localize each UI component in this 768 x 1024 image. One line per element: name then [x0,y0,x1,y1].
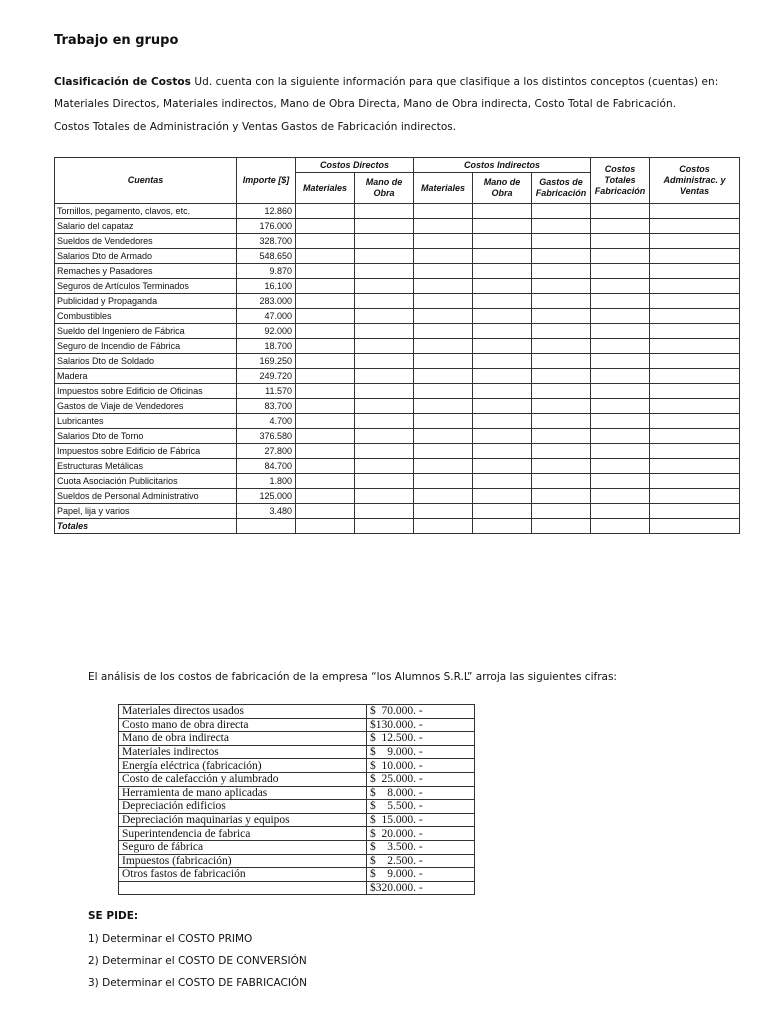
importe-cell: 376.580 [237,429,296,444]
classification-input-cell[interactable] [532,399,591,414]
header-gastos-fabricacion: Gastos de Fabricación [532,173,591,204]
cuenta-cell: Papel, lija y varios [55,504,237,519]
cost-amount: $ 2.500. - [367,854,475,868]
classification-input-cell[interactable] [591,504,650,519]
header-materiales-directos: Materiales [296,173,355,204]
classification-input-cell[interactable] [591,414,650,429]
importe-cell: 83.700 [237,399,296,414]
classification-input-cell[interactable] [591,354,650,369]
classification-input-cell[interactable] [650,399,740,414]
classification-input-cell[interactable] [532,234,591,249]
classification-input-cell[interactable] [591,339,650,354]
cost-row [119,705,475,719]
intro-line-3: Costos Totales de Administración y Ventas Gastos de Fabricación indirectos. [54,121,457,133]
table-row [55,384,740,399]
classification-input-cell[interactable] [591,384,650,399]
classification-input-cell[interactable] [650,219,740,234]
classification-input-cell[interactable] [296,384,355,399]
classification-input-cell[interactable] [650,369,740,384]
classification-input-cell[interactable] [296,414,355,429]
classification-input-cell[interactable] [414,504,473,519]
cuenta-cell: Salarios Dto de Torno [55,429,237,444]
cost-row [119,718,475,732]
classification-input-cell[interactable] [414,324,473,339]
classification-input-cell[interactable] [414,489,473,504]
header-mano-obra-indirecta: Mano de Obra [473,173,532,204]
classification-input-cell[interactable] [650,264,740,279]
cost-amount: $ 9.000. - [367,745,475,759]
classification-input-cell[interactable] [414,474,473,489]
cost-amount: $ 70.000. - [367,705,475,719]
header-importe: Importe [$] [237,158,296,204]
classification-input-cell[interactable] [414,459,473,474]
cuenta-cell: Sueldos de Vendedores [55,234,237,249]
cuenta-cell: Tornillos, pegamento, clavos, etc. [55,204,237,219]
cost-amount: $ 15.000. - [367,813,475,827]
importe-cell: 11.570 [237,384,296,399]
cost-row [119,759,475,773]
classification-input-cell[interactable] [473,399,532,414]
cost-figures-table [118,704,475,895]
cuenta-cell: Estructuras Metálicas [55,459,237,474]
classification-input-cell[interactable] [591,429,650,444]
importe-cell: 9.870 [237,264,296,279]
classification-input-cell[interactable] [650,309,740,324]
totals-label: Totales [55,519,237,534]
header-cuentas: Cuentas [55,158,237,204]
classification-input-cell[interactable] [355,264,414,279]
table-row [55,219,740,234]
classification-input-cell[interactable] [414,234,473,249]
cost-concept: Otros fastos de fabricación [119,868,367,882]
totals-cell[interactable] [237,519,296,534]
cuenta-cell: Gastos de Viaje de Vendedores [55,399,237,414]
classification-input-cell[interactable] [591,204,650,219]
cost-row [119,840,475,854]
cost-amount: $ 5.500. - [367,800,475,814]
classification-input-cell[interactable] [591,279,650,294]
table-row [55,414,740,429]
classification-input-cell[interactable] [473,324,532,339]
classification-input-cell[interactable] [532,279,591,294]
table-row [55,474,740,489]
classification-input-cell[interactable] [591,324,650,339]
classification-input-cell[interactable] [650,384,740,399]
cuenta-cell: Salarios Dto de Soldado [55,354,237,369]
classification-input-cell[interactable] [532,474,591,489]
importe-cell: 1.800 [237,474,296,489]
totals-cell[interactable] [296,519,355,534]
classification-input-cell[interactable] [650,339,740,354]
classification-input-cell[interactable] [296,204,355,219]
intro-line-1 [54,76,718,88]
cost-row [119,854,475,868]
classification-input-cell[interactable] [650,279,740,294]
cost-row [119,800,475,814]
cuenta-cell: Salario del capataz [55,219,237,234]
classification-input-cell[interactable] [414,204,473,219]
classification-input-cell[interactable] [532,459,591,474]
importe-cell: 84.700 [237,459,296,474]
classification-input-cell[interactable] [355,444,414,459]
classification-input-cell[interactable] [473,234,532,249]
cost-amount: $320.000. - [367,881,475,895]
intro-heading: Clasificación de Costos [54,76,191,88]
classification-input-cell[interactable] [355,384,414,399]
classification-input-cell[interactable] [591,294,650,309]
cuenta-cell: Seguro de Incendio de Fábrica [55,339,237,354]
classification-input-cell[interactable] [296,489,355,504]
classification-input-cell[interactable] [532,444,591,459]
cost-concept: Costo mano de obra directa [119,718,367,732]
classification-input-cell[interactable] [650,234,740,249]
cuenta-cell: Salarios Dto de Armado [55,249,237,264]
classification-input-cell[interactable] [355,234,414,249]
cuenta-cell: Sueldo del Ingeniero de Fábrica [55,324,237,339]
classification-input-cell[interactable] [591,489,650,504]
classification-input-cell[interactable] [296,444,355,459]
classification-input-cell[interactable] [355,249,414,264]
table-row [55,399,740,414]
classification-input-cell[interactable] [473,504,532,519]
header-mano-obra-directa: Mano de Obra [355,173,414,204]
classification-input-cell[interactable] [532,489,591,504]
task-3: 3) Determinar el COSTO DE FABRICACIÓN [88,977,308,989]
table-row [55,324,740,339]
task-1: 1) Determinar el COSTO PRIMO [88,933,253,945]
classification-input-cell[interactable] [591,459,650,474]
cuenta-cell: Publicidad y Propaganda [55,294,237,309]
cost-amount: $ 25.000. - [367,772,475,786]
classification-input-cell[interactable] [473,204,532,219]
classification-input-cell[interactable] [296,219,355,234]
classification-input-cell[interactable] [650,444,740,459]
classification-input-cell[interactable] [650,504,740,519]
page-title: Trabajo en grupo [54,33,179,48]
classification-input-cell[interactable] [414,384,473,399]
classification-input-cell[interactable] [355,354,414,369]
classification-input-cell[interactable] [532,324,591,339]
cost-amount: $130.000. - [367,718,475,732]
cost-amount: $ 12.500. - [367,732,475,746]
importe-cell: 249.720 [237,369,296,384]
classification-input-cell[interactable] [296,474,355,489]
importe-cell: 3.480 [237,504,296,519]
importe-cell: 92.000 [237,324,296,339]
classification-input-cell[interactable] [591,399,650,414]
cost-amount: $ 9.000. - [367,868,475,882]
classification-input-cell[interactable] [296,354,355,369]
classification-input-cell[interactable] [414,339,473,354]
classification-input-cell[interactable] [650,414,740,429]
classification-input-cell[interactable] [532,264,591,279]
classification-input-cell[interactable] [414,399,473,414]
classification-input-cell[interactable] [532,309,591,324]
header-costos-indirectos: Costos Indirectos [414,158,591,173]
cost-concept: Materiales directos usados [119,705,367,719]
table-row [55,294,740,309]
classification-input-cell[interactable] [355,474,414,489]
importe-cell: 18.700 [237,339,296,354]
classification-input-cell[interactable] [532,249,591,264]
table-row [55,489,740,504]
classification-input-cell[interactable] [296,264,355,279]
task-2: 2) Determinar el COSTO DE CONVERSIÓN [88,955,307,967]
table-row [55,279,740,294]
cost-row [119,813,475,827]
table-row [55,504,740,519]
classification-input-cell[interactable] [532,384,591,399]
classification-input-cell[interactable] [473,414,532,429]
table-row [55,459,740,474]
classification-input-cell[interactable] [296,429,355,444]
classification-input-cell[interactable] [591,444,650,459]
classification-input-cell[interactable] [473,339,532,354]
cost-row [119,772,475,786]
classification-input-cell[interactable] [591,264,650,279]
classification-input-cell[interactable] [532,414,591,429]
classification-input-cell[interactable] [473,294,532,309]
classification-input-cell[interactable] [473,354,532,369]
classification-input-cell[interactable] [414,369,473,384]
header-costos-administracion: Costos Administrac. y Ventas [650,158,740,204]
classification-input-cell[interactable] [296,339,355,354]
classification-input-cell[interactable] [296,399,355,414]
totals-cell[interactable] [355,519,414,534]
classification-input-cell[interactable] [355,219,414,234]
table-row [55,444,740,459]
importe-cell: 176.000 [237,219,296,234]
classification-table-body [55,204,740,534]
classification-input-cell[interactable] [591,474,650,489]
classification-input-cell[interactable] [473,474,532,489]
totals-cell[interactable] [473,519,532,534]
classification-input-cell[interactable] [414,309,473,324]
header-materiales-indirectos: Materiales [414,173,473,204]
cuenta-cell: Seguros de Artículos Terminados [55,279,237,294]
intro-line-2: Materiales Directos, Materiales indirectos, Mano de Obra Directa, Mano de Obra indirecta, Costo Total de Fabricación. [54,98,677,110]
classification-input-cell[interactable] [414,264,473,279]
classification-input-cell[interactable] [355,279,414,294]
importe-cell: 283.000 [237,294,296,309]
totals-row [55,519,740,534]
table-row [55,369,740,384]
classification-input-cell[interactable] [532,369,591,384]
classification-input-cell[interactable] [532,354,591,369]
classification-input-cell[interactable] [296,309,355,324]
classification-input-cell[interactable] [591,249,650,264]
classification-input-cell[interactable] [355,504,414,519]
importe-cell: 12.860 [237,204,296,219]
classification-input-cell[interactable] [532,294,591,309]
classification-input-cell[interactable] [414,354,473,369]
cuenta-cell: Remaches y Pasadores [55,264,237,279]
cuenta-cell: Combustibles [55,309,237,324]
totals-cell[interactable] [591,519,650,534]
cost-row [119,868,475,882]
header-costos-totales-fabricacion: Costos Totales Fabricación [591,158,650,204]
cost-amount: $ 20.000. - [367,827,475,841]
table-row [55,339,740,354]
importe-cell: 27.800 [237,444,296,459]
classification-input-cell[interactable] [414,219,473,234]
classification-input-cell[interactable] [355,459,414,474]
classification-input-cell[interactable] [355,429,414,444]
cuenta-cell: Lubricantes [55,414,237,429]
table-row [55,264,740,279]
classification-input-cell[interactable] [296,279,355,294]
table-row [55,429,740,444]
se-pide-heading: SE PIDE: [88,910,139,922]
importe-cell: 4.700 [237,414,296,429]
table-row [55,234,740,249]
classification-input-cell[interactable] [473,369,532,384]
cost-concept: Seguro de fábrica [119,840,367,854]
header-costos-directos: Costos Directos [296,158,414,173]
classification-input-cell[interactable] [473,429,532,444]
cost-amount: $ 8.000. - [367,786,475,800]
totals-cell[interactable] [650,519,740,534]
classification-input-cell[interactable] [473,309,532,324]
importe-cell: 169.250 [237,354,296,369]
classification-input-cell[interactable] [355,414,414,429]
classification-input-cell[interactable] [591,309,650,324]
cuenta-cell: Cuota Asociación Publicitarios [55,474,237,489]
cost-row [119,881,475,895]
classification-input-cell[interactable] [296,459,355,474]
cost-amount: $ 10.000. - [367,759,475,773]
intro-line-1-text: Ud. cuenta con la siguiente información para que clasifique a los distintos conceptos (cuentas) en: [190,76,719,88]
classification-input-cell[interactable] [355,294,414,309]
classification-input-cell[interactable] [296,369,355,384]
importe-cell: 47.000 [237,309,296,324]
classification-input-cell[interactable] [414,414,473,429]
totals-cell[interactable] [532,519,591,534]
cost-amount: $ 3.500. - [367,840,475,854]
classification-input-cell[interactable] [650,429,740,444]
cost-concept: Depreciación edificios [119,800,367,814]
cost-concept: Materiales indirectos [119,745,367,759]
classification-input-cell[interactable] [355,204,414,219]
classification-input-cell[interactable] [650,474,740,489]
classification-input-cell[interactable] [650,354,740,369]
cost-figures-body [119,705,475,895]
importe-cell: 16.100 [237,279,296,294]
classification-input-cell[interactable] [473,459,532,474]
cost-concept: Costo de calefacción y alumbrado [119,772,367,786]
classification-input-cell[interactable] [355,399,414,414]
table-row [55,249,740,264]
classification-input-cell[interactable] [414,429,473,444]
totals-cell[interactable] [414,519,473,534]
classification-input-cell[interactable] [532,339,591,354]
classification-input-cell[interactable] [650,249,740,264]
classification-input-cell[interactable] [355,489,414,504]
classification-input-cell[interactable] [473,489,532,504]
classification-input-cell[interactable] [532,204,591,219]
classification-input-cell[interactable] [650,459,740,474]
classification-input-cell[interactable] [296,234,355,249]
cuenta-cell: Impuestos sobre Edificio de Oficinas [55,384,237,399]
classification-input-cell[interactable] [296,249,355,264]
classification-input-cell[interactable] [650,324,740,339]
cost-concept: Herramienta de mano aplicadas [119,786,367,800]
analysis-text: El análisis de los costos de fabricación de la empresa “los Alumnos S.R.L” arroja las siguientes cifras: [88,671,617,683]
classification-input-cell[interactable] [414,444,473,459]
importe-cell: 125.000 [237,489,296,504]
classification-input-cell[interactable] [473,444,532,459]
classification-input-cell[interactable] [355,369,414,384]
importe-cell: 328.700 [237,234,296,249]
cost-row [119,786,475,800]
classification-input-cell[interactable] [650,294,740,309]
cost-concept: Energía eléctrica (fabricación) [119,759,367,773]
cost-row [119,745,475,759]
classification-input-cell[interactable] [296,294,355,309]
classification-input-cell[interactable] [591,234,650,249]
cost-concept: Superintendencia de fabrica [119,827,367,841]
classification-input-cell[interactable] [414,249,473,264]
classification-input-cell[interactable] [532,429,591,444]
classification-input-cell[interactable] [414,279,473,294]
classification-input-cell[interactable] [473,219,532,234]
classification-table [54,157,740,534]
cost-concept [119,881,367,895]
classification-input-cell[interactable] [473,384,532,399]
classification-input-cell[interactable] [473,264,532,279]
importe-cell: 548.650 [237,249,296,264]
cuenta-cell: Madera [55,369,237,384]
classification-input-cell[interactable] [473,249,532,264]
classification-input-cell[interactable] [650,204,740,219]
classification-input-cell[interactable] [591,219,650,234]
table-row [55,204,740,219]
classification-input-cell[interactable] [296,504,355,519]
cost-concept: Mano de obra indirecta [119,732,367,746]
classification-input-cell[interactable] [473,279,532,294]
cost-concept: Impuestos (fabricación) [119,854,367,868]
cost-row [119,827,475,841]
classification-input-cell[interactable] [591,369,650,384]
classification-input-cell[interactable] [355,339,414,354]
table-row [55,309,740,324]
cost-row [119,732,475,746]
classification-input-cell[interactable] [355,324,414,339]
classification-input-cell[interactable] [532,504,591,519]
classification-input-cell[interactable] [296,324,355,339]
classification-input-cell[interactable] [532,219,591,234]
classification-input-cell[interactable] [355,309,414,324]
classification-input-cell[interactable] [650,489,740,504]
cuenta-cell: Sueldos de Personal Administrativo [55,489,237,504]
cuenta-cell: Impuestos sobre Edificio de Fábrica [55,444,237,459]
classification-input-cell[interactable] [414,294,473,309]
cost-concept: Depreciación maquinarias y equipos [119,813,367,827]
table-row [55,354,740,369]
